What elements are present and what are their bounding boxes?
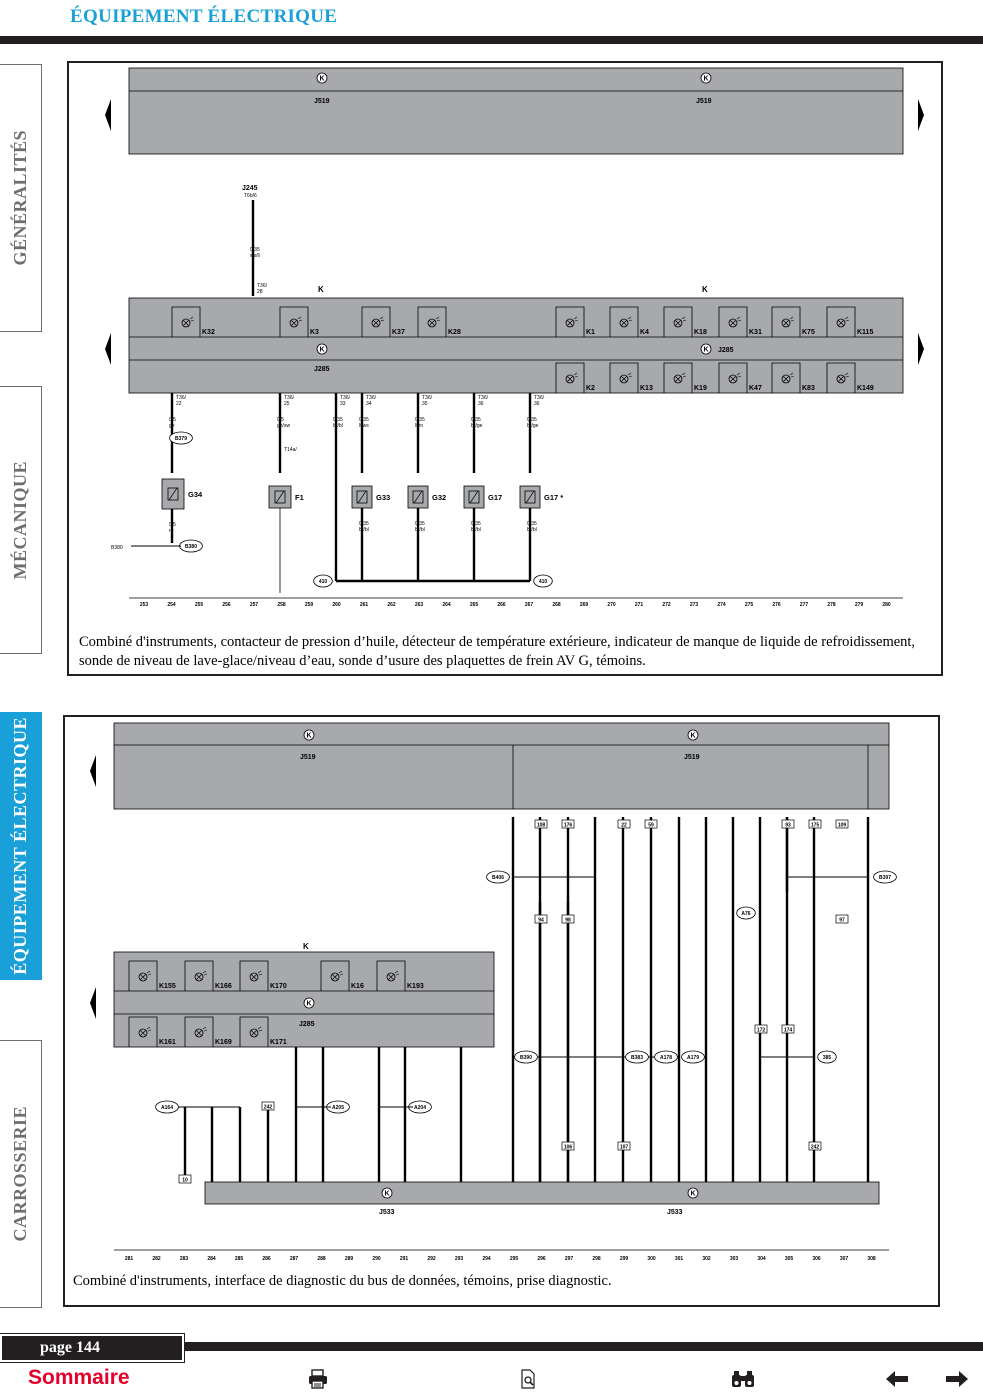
control-unit-icon: K <box>703 75 709 83</box>
wire-gauge-label: 0,35 <box>333 417 343 423</box>
column-number: 288 <box>317 1256 326 1262</box>
connection-node-label: A204 <box>414 1105 426 1111</box>
continue-left-arrow <box>105 333 111 365</box>
lamp-label: K169 <box>215 1039 232 1046</box>
column-number: 268 <box>552 602 561 608</box>
reference-box-label: 108 <box>536 822 546 829</box>
component-label: G17 * <box>544 493 564 502</box>
instrument-cluster-j285 <box>129 298 903 393</box>
wire-gauge-label: 0,35 <box>471 521 481 527</box>
connector-label: T36/ <box>284 395 295 401</box>
connection-node-label: 385 <box>822 1055 832 1061</box>
column-number: 298 <box>592 1256 601 1262</box>
connector-label: 33 <box>340 401 346 407</box>
column-number: 277 <box>799 602 809 608</box>
connector-label: T14a/ <box>284 447 297 453</box>
document-zoom-icon[interactable] <box>516 1368 542 1390</box>
connector-label: 28 <box>257 289 263 295</box>
lamp-label: K75 <box>802 329 815 336</box>
source-pin-label: T6b/6 <box>244 193 257 199</box>
column-number: 269 <box>579 602 589 608</box>
unit-label: J519 <box>300 754 316 761</box>
wire-gauge-label: 0,35 <box>359 521 369 527</box>
lamp-label: K16 <box>351 983 364 990</box>
connector-label: T36/ <box>422 395 433 401</box>
reference-box-label: 106 <box>563 1144 573 1151</box>
wire-color-label: br/bl <box>359 527 369 533</box>
wire-gauge-label: 0,35 <box>359 417 369 423</box>
wiring-diagram-2 <box>63 715 940 1307</box>
connection-node-label: 410 <box>538 579 548 585</box>
wire-color-label: ge <box>169 423 175 429</box>
column-number: 290 <box>372 1256 381 1262</box>
wire-color-label: br/ge <box>527 423 539 429</box>
column-number: 299 <box>619 1256 629 1262</box>
column-number: 303 <box>729 1256 739 1262</box>
lamp-label: K155 <box>159 983 176 990</box>
connector-label: 25 <box>284 401 290 407</box>
lamp-label: K18 <box>694 329 707 336</box>
connector-label: T36/ <box>534 395 545 401</box>
column-number: 285 <box>234 1256 244 1262</box>
column-number: 271 <box>634 602 644 608</box>
column-number: 297 <box>564 1256 574 1262</box>
diagram-1-drawing <box>69 63 941 674</box>
lamp-label: K28 <box>448 329 461 336</box>
column-number: 308 <box>867 1256 876 1262</box>
reference-box-label: 176 <box>563 822 573 829</box>
wire-gauge-label: 0,5 <box>277 417 284 423</box>
diagram-2-drawing <box>65 717 938 1305</box>
control-unit-icon: K <box>690 732 696 740</box>
wire-color-label: br/ge <box>471 423 483 429</box>
continue-left-arrow <box>90 755 96 787</box>
connection-node-label: B390 <box>520 1055 532 1061</box>
wire-gauge-label: 0,35 <box>527 417 537 423</box>
column-number: 264 <box>442 602 451 608</box>
column-number: 276 <box>772 602 781 608</box>
continue-right-arrow <box>918 333 924 365</box>
unit-label: J519 <box>684 754 700 761</box>
group-label: K <box>303 942 309 951</box>
reference-box-label: 109 <box>837 822 847 829</box>
column-number: 280 <box>882 602 891 608</box>
column-number: 279 <box>854 602 864 608</box>
column-number: 265 <box>469 602 479 608</box>
lamp-label: K149 <box>857 385 874 392</box>
wire-color-label: ws/li <box>250 253 260 259</box>
reference-box-label: 93 <box>785 822 791 829</box>
lamp-label: K161 <box>159 1039 176 1046</box>
unit-label: J533 <box>379 1209 395 1216</box>
lamp-label: K19 <box>694 385 707 392</box>
column-number: 274 <box>717 602 726 608</box>
lamp-label: K83 <box>802 385 815 392</box>
wire-color-label: li/ro <box>415 423 424 429</box>
control-unit-j519 <box>114 723 889 809</box>
connection-node-label: 410 <box>318 579 328 585</box>
lamp-label: K2 <box>586 385 595 392</box>
reference-box-label: 174 <box>783 1027 793 1034</box>
connector-label: T36/ <box>366 395 377 401</box>
binoculars-icon[interactable] <box>730 1368 756 1390</box>
lamp-label: K37 <box>392 329 405 336</box>
lamp-label: K32 <box>202 329 215 336</box>
sommaire-link[interactable]: Sommaire <box>28 1366 130 1389</box>
column-number: 259 <box>304 602 314 608</box>
connector-label: T36/ <box>478 395 489 401</box>
column-number: 294 <box>482 1256 491 1262</box>
connector-label: T36/ <box>257 283 268 289</box>
page-title: ÉQUIPEMENT ÉLECTRIQUE <box>70 6 338 27</box>
column-number: 289 <box>344 1256 354 1262</box>
connector-label: T36/ <box>176 395 187 401</box>
tab-equipement-electrique[interactable]: ÉQUIPEMENT ÉLECTRIQUE <box>0 712 42 980</box>
connector-label: 35 <box>422 401 428 407</box>
column-number: 283 <box>179 1256 189 1262</box>
column-number: 302 <box>702 1256 711 1262</box>
connection-node-label: B383 <box>631 1055 643 1061</box>
lamp-label: K4 <box>640 329 649 336</box>
control-unit-icon: K <box>319 75 325 83</box>
unit-label: J285 <box>718 347 734 354</box>
column-number: 258 <box>277 602 286 608</box>
lamp-label: K31 <box>749 329 762 336</box>
gateway-j533 <box>205 1182 879 1204</box>
reference-box-label: 175 <box>810 822 820 829</box>
lamp-label: K47 <box>749 385 762 392</box>
column-number: 281 <box>124 1256 134 1262</box>
control-unit-icon: K <box>703 346 709 354</box>
wire-gauge-label: 0,35 <box>250 247 260 253</box>
diagram-2-caption: Combiné d'instruments, interface de diagnostic du bus de données, témoins, prise diagnostic. <box>73 1273 612 1289</box>
lamp-label: K166 <box>215 983 232 990</box>
control-unit-icon: K <box>306 732 312 740</box>
wiring-diagram-1 <box>67 61 943 676</box>
connector-label: T36/ <box>340 395 351 401</box>
reference-box-label: 107 <box>619 1144 629 1151</box>
unit-label: J519 <box>314 98 330 105</box>
column-number: 272 <box>662 602 671 608</box>
connection-node-label: B397 <box>879 875 891 881</box>
column-number: 307 <box>839 1256 849 1262</box>
unit-label: J285 <box>299 1021 315 1028</box>
column-number: 296 <box>537 1256 546 1262</box>
column-number: 287 <box>289 1256 299 1262</box>
diagram-1-caption: Combiné d'instruments, contacteur de pression d’huile, détecteur de température extérieure, indicateur de manque de liquide de refroidissement, sonde de niveau de lave-glace/niveau d’eau, sonde d’usure des plaquettes de frein AV G, témoins. <box>79 634 916 669</box>
lamp-label: K170 <box>270 983 287 990</box>
reference-box-label: 97 <box>839 917 845 924</box>
column-number: 255 <box>194 602 204 608</box>
reference-box-label: 22 <box>621 822 627 829</box>
wire-gauge-label: 0,35 <box>471 417 481 423</box>
reference-box-label: 59 <box>648 822 654 829</box>
lamp-label: K1 <box>586 329 595 336</box>
control-unit-icon: K <box>690 1190 696 1198</box>
control-unit-icon: K <box>306 1000 312 1008</box>
wire-color-label: br/bl <box>333 423 343 429</box>
continue-left-arrow <box>105 99 111 131</box>
reference-box-label: 10 <box>182 1177 188 1184</box>
column-number: 284 <box>207 1256 216 1262</box>
column-number: 260 <box>332 602 341 608</box>
connection-node-label: A179 <box>687 1055 699 1061</box>
connection-node-label: B380 <box>185 544 197 550</box>
wire-gauge-label: 0,5 <box>169 417 176 423</box>
column-number: 293 <box>454 1256 464 1262</box>
column-number: 282 <box>152 1256 161 1262</box>
column-number: 291 <box>399 1256 409 1262</box>
header-divider <box>0 36 983 44</box>
column-number: 292 <box>427 1256 436 1262</box>
wire-color-label: li/ws <box>359 423 369 429</box>
page-number-box <box>0 1334 184 1362</box>
connector-label: 22 <box>176 401 182 407</box>
column-number: 270 <box>607 602 616 608</box>
continue-left-arrow <box>90 987 96 1019</box>
page-number: page 144 <box>40 1339 100 1356</box>
control-unit-icon: K <box>384 1190 390 1198</box>
source-label: J245 <box>242 185 258 192</box>
connection-node-label: A164 <box>161 1105 173 1111</box>
column-number: 295 <box>509 1256 519 1262</box>
reference-box-label: 242 <box>810 1144 820 1151</box>
instrument-cluster-j285 <box>114 952 494 1047</box>
lamp-label: K3 <box>310 329 319 336</box>
component-label: G17 <box>488 493 503 502</box>
lamp-label: K193 <box>407 983 424 990</box>
connector-label: 36 <box>478 401 484 407</box>
column-number: 254 <box>167 602 176 608</box>
column-number: 273 <box>689 602 699 608</box>
group-label: K <box>318 285 324 294</box>
wire-gauge-label: 0,5 <box>169 522 176 528</box>
column-number: 262 <box>387 602 396 608</box>
column-number: 266 <box>497 602 506 608</box>
arrow-right-icon[interactable] <box>944 1368 970 1390</box>
column-number: 286 <box>262 1256 271 1262</box>
connector-label: 36 <box>534 401 540 407</box>
lamp-label: K171 <box>270 1039 287 1046</box>
tab-mecanique[interactable]: MÉCANIQUE <box>0 386 42 654</box>
wire-color-label: gn/sw <box>277 423 291 429</box>
connection-node-label: B406 <box>492 875 504 881</box>
component-label: F1 <box>295 493 304 502</box>
connector-label: 34 <box>366 401 372 407</box>
wire-color-label: ro <box>169 528 174 534</box>
unit-label: J519 <box>696 98 712 105</box>
column-number: 278 <box>827 602 836 608</box>
column-number: 300 <box>647 1256 656 1262</box>
column-number: 257 <box>249 602 259 608</box>
column-number: 256 <box>222 602 231 608</box>
control-unit-icon: K <box>319 346 325 354</box>
reference-box-label: 172 <box>756 1027 766 1034</box>
lamp-label: K115 <box>857 329 874 336</box>
control-unit-j519 <box>129 68 903 154</box>
continue-right-arrow <box>918 99 924 131</box>
ground-label: B380 <box>111 545 123 551</box>
column-number: 253 <box>139 602 149 608</box>
column-number: 305 <box>784 1256 794 1262</box>
component-label: G34 <box>188 490 203 499</box>
unit-label: J285 <box>314 366 330 373</box>
column-number: 263 <box>414 602 424 608</box>
connection-node-label: A76 <box>741 911 751 917</box>
wire-color-label: br/bl <box>415 527 425 533</box>
reference-box-label: 242 <box>263 1104 273 1111</box>
wire-color-label: br/bl <box>471 527 481 533</box>
wire-gauge-label: 0,35 <box>415 417 425 423</box>
tab-generalites[interactable]: GÉNÉRALITÉS <box>0 64 42 332</box>
arrow-left-icon[interactable] <box>884 1368 910 1390</box>
reference-box-label: 94 <box>538 917 544 924</box>
component-label: G33 <box>376 493 391 502</box>
column-number: 301 <box>674 1256 684 1262</box>
connection-node-label: A205 <box>332 1105 344 1111</box>
column-number: 261 <box>359 602 369 608</box>
wire-gauge-label: 0,35 <box>415 521 425 527</box>
print-icon[interactable] <box>305 1368 331 1390</box>
column-number: 306 <box>812 1256 821 1262</box>
reference-box-label: 98 <box>565 917 571 924</box>
connection-node-label: A178 <box>660 1055 672 1061</box>
group-label: K <box>702 285 708 294</box>
column-number: 275 <box>744 602 754 608</box>
wire-gauge-label: 0,35 <box>527 521 537 527</box>
column-number: 267 <box>524 602 534 608</box>
tab-carrosserie[interactable]: CARROSSERIE <box>0 1040 42 1308</box>
column-number: 304 <box>757 1256 766 1262</box>
unit-label: J533 <box>667 1209 683 1216</box>
component-label: G32 <box>432 493 447 502</box>
wire-color-label: br/bl <box>527 527 537 533</box>
lamp-label: K13 <box>640 385 653 392</box>
connection-node-label: B379 <box>175 436 187 442</box>
